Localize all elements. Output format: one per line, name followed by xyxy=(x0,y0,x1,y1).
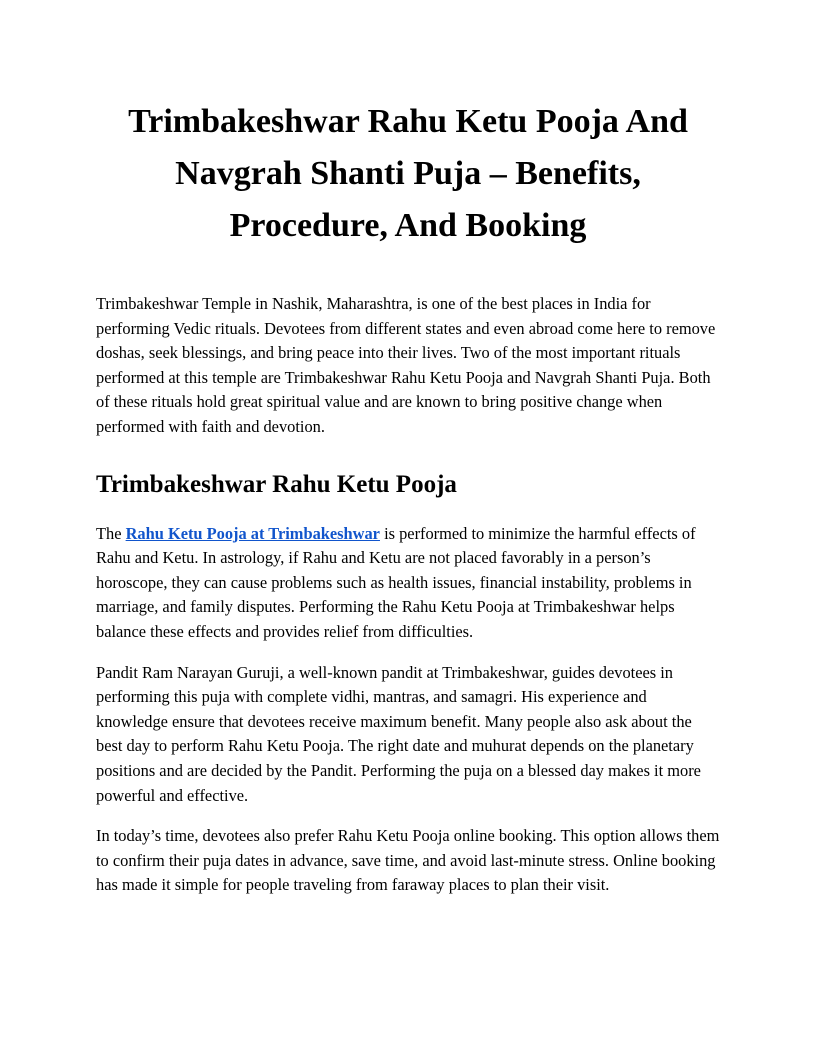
page-title: Trimbakeshwar Rahu Ketu Pooja And Navgrah Shanti Puja – Benefits, Procedure, And Booking xyxy=(128,103,688,244)
paragraph-text-before-link: The xyxy=(96,523,126,543)
paragraph-pandit: Pandit Ram Narayan Guruji, a well-known pandit at Trimbakeshwar, guides devotees in performing this puja with complete vidhi, mantras, and samagri. His experience and knowledge ensure that devotees receive maximum benefit. Many people also ask about the best day to perform Rahu Ketu Pooja. The right date and muhurat depends on the planetary positions and are decided by the Pandit. Performing the puja on a blessed day makes it more powerful and effective. xyxy=(96,662,701,805)
rahu-ketu-pooja-link[interactable]: Rahu Ketu Pooja at Trimbakeshwar xyxy=(125,523,380,543)
paragraph-online-booking: In today’s time, devotees also prefer Rahu Ketu Pooja online booking. This option allows them to confirm their puja dates in advance, save time, and avoid last-minute stress. Online booking has made it simple for people traveling from faraway places to plan their visit. xyxy=(96,826,720,895)
paragraph-text-after-link: is performed to minimize the harmful effects of Rahu and Ketu. In astrology, if Rahu and Ketu are not placed favorably in a person’s horoscope, they can cause problems such as health issues, financial instability, problems in marriage, and family disputes. Performing the Rahu Ketu Pooja at Trimbakeshwar helps balance these effects and provides relief from difficulties. xyxy=(96,523,696,641)
paragraph-rahu-ketu-intro xyxy=(96,522,720,645)
section-heading: Trimbakeshwar Rahu Ketu Pooja xyxy=(96,470,457,498)
document-page xyxy=(96,96,720,898)
intro-paragraph: Trimbakeshwar Temple in Nashik, Maharashtra, is one of the best places in India for performing Vedic rituals. Devotees from different states and even abroad come here to remove doshas, seek blessings, and bring peace into their lives. Two of the most important rituals performed at this temple are Trimbakeshwar Rahu Ketu Pooja and Navgrah Shanti Puja. Both of these rituals hold great spiritual value and are known to bring positive change when performed with faith and devotion. xyxy=(96,294,716,436)
